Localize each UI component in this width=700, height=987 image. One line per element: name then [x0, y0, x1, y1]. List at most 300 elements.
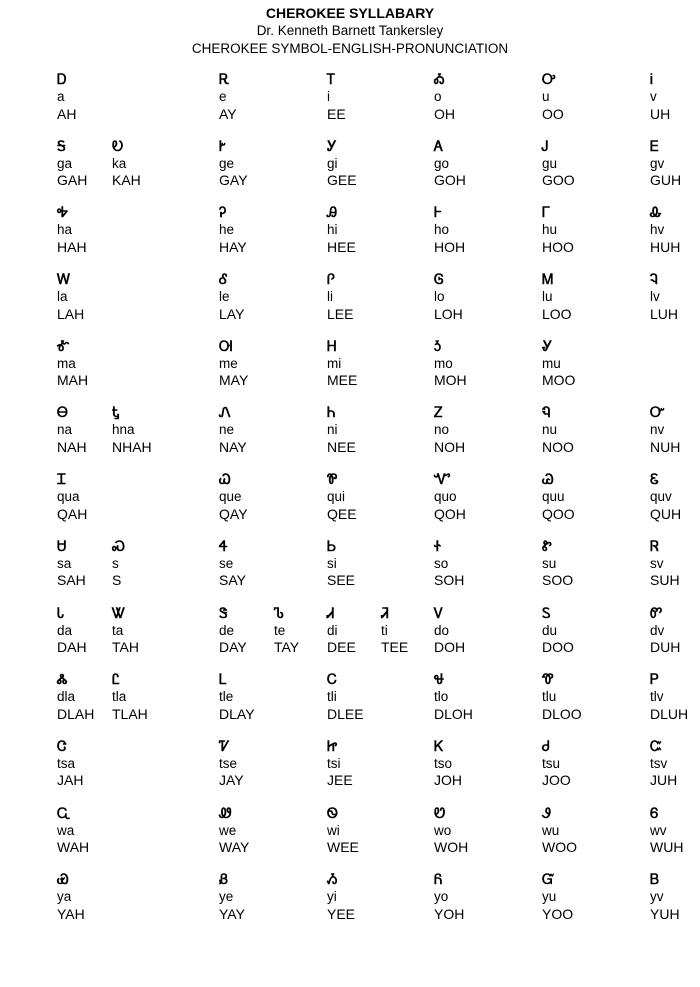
english-pronunciation: HAH: [57, 238, 87, 255]
latin-transliteration: do: [434, 622, 450, 638]
syllable-cell: [542, 205, 574, 255]
latin-transliteration: tle: [219, 689, 234, 705]
latin-transliteration: na: [57, 422, 73, 438]
syllable-cell: [327, 606, 356, 656]
english-pronunciation: SOO: [542, 572, 574, 589]
english-pronunciation: TEE: [381, 639, 409, 655]
latin-transliteration: me: [219, 355, 238, 371]
cherokee-symbol: Ꮸ: [650, 738, 663, 755]
syllable-cell: [219, 405, 247, 455]
syllable-cell: [650, 672, 688, 722]
cherokee-symbol: Ꮡ: [542, 538, 552, 555]
syllable-cell: [57, 672, 94, 722]
latin-transliteration: ho: [434, 222, 450, 238]
cherokee-symbol: Ꮃ: [57, 272, 71, 289]
english-pronunciation: NOH: [434, 438, 466, 455]
cherokee-symbol: Ꮩ: [434, 605, 444, 622]
english-pronunciation: GOH: [434, 172, 466, 189]
syllable-cell: [650, 139, 681, 189]
syllable-cell: [219, 339, 248, 389]
latin-transliteration: hu: [542, 222, 558, 238]
english-pronunciation: DLAH: [57, 705, 95, 722]
syllable-cell: [650, 872, 680, 922]
syllable-row: [0, 72, 700, 139]
english-pronunciation: WUH: [650, 839, 684, 856]
cherokee-symbol: Ꮄ: [219, 272, 228, 289]
syllable-cell: [327, 806, 359, 856]
syllable-cell: [327, 405, 356, 455]
english-pronunciation: OH: [434, 105, 455, 122]
document-author: Dr. Kenneth Barnett Tankersley: [256, 23, 444, 38]
english-pronunciation: LUH: [650, 305, 679, 322]
latin-transliteration: hv: [650, 222, 665, 238]
cherokee-symbol: Ꮮ: [219, 672, 227, 689]
cherokee-symbol: Ꮦ: [274, 605, 284, 622]
syllable-cell: [327, 872, 355, 922]
syllable-cell: [57, 272, 84, 322]
syllable-cell: [57, 872, 85, 922]
syllable-cell: [650, 405, 680, 455]
syllable-cell: [57, 205, 87, 255]
cherokee-symbol: Ꮍ: [542, 338, 553, 355]
syllable-cell: [219, 672, 255, 722]
english-pronunciation: NUH: [650, 438, 681, 455]
latin-transliteration: nu: [542, 422, 558, 438]
latin-transliteration: v: [650, 89, 657, 104]
cherokee-symbol: Ꮠ: [434, 538, 442, 555]
latin-transliteration: sa: [57, 555, 72, 571]
syllable-cell: [434, 339, 467, 389]
syllable-cell: [434, 205, 465, 255]
english-pronunciation: YOO: [542, 905, 574, 922]
latin-transliteration: ye: [219, 889, 234, 905]
cherokee-symbol: Ꮧ: [327, 605, 335, 622]
syllable-row: [0, 672, 700, 739]
english-pronunciation: TAH: [112, 639, 139, 655]
english-pronunciation: YAH: [57, 905, 85, 922]
cherokee-symbol: Ꮋ: [327, 338, 337, 355]
latin-transliteration: se: [219, 555, 234, 571]
english-pronunciation: GAH: [57, 172, 88, 189]
cherokee-symbol: Ꮫ: [650, 605, 663, 622]
english-pronunciation: DLUH: [650, 705, 689, 722]
english-pronunciation: NEE: [327, 438, 356, 455]
cherokee-symbol: Ꭿ: [327, 205, 338, 222]
english-pronunciation: MOH: [434, 372, 467, 389]
english-pronunciation: UH: [650, 105, 671, 122]
cherokee-symbol: Ꮞ: [219, 538, 228, 555]
syllable-cell: [542, 806, 577, 856]
latin-transliteration: le: [219, 289, 230, 305]
cherokee-symbol: Ꮺ: [219, 805, 232, 822]
english-pronunciation: QOO: [542, 505, 575, 522]
syllable-cell: [57, 472, 87, 522]
latin-transliteration: quo: [434, 489, 457, 505]
cherokee-symbol: Ꮆ: [434, 272, 444, 289]
english-pronunciation: GUH: [650, 172, 682, 189]
cherokee-symbol: Ꮳ: [57, 738, 67, 755]
cherokee-symbol: Ꮔ: [542, 405, 551, 422]
syllable-row: [0, 139, 700, 206]
latin-transliteration: mo: [434, 355, 453, 371]
syllable-cell: [542, 872, 573, 922]
latin-transliteration: que: [219, 489, 242, 505]
english-pronunciation: HOH: [434, 238, 466, 255]
cherokee-symbol: Ꮴ: [219, 738, 230, 755]
latin-transliteration: nv: [650, 422, 665, 438]
syllable-cell: [542, 72, 564, 122]
cherokee-symbol: Ꮂ: [650, 205, 662, 222]
document-header: [0, 4, 700, 58]
cherokee-symbol: Ꮁ: [542, 205, 551, 222]
latin-transliteration: e: [219, 89, 227, 104]
english-pronunciation: NHAH: [112, 438, 152, 455]
english-pronunciation: DEE: [327, 639, 356, 655]
english-pronunciation: LOH: [434, 305, 463, 322]
syllable-row: [0, 606, 700, 673]
latin-transliteration: o: [434, 89, 442, 104]
english-pronunciation: QOH: [434, 505, 466, 522]
latin-transliteration: lu: [542, 289, 553, 305]
syllable-cell: [434, 739, 462, 789]
latin-transliteration: i: [327, 89, 330, 104]
syllable-cell: [327, 672, 364, 722]
latin-transliteration: quv: [650, 489, 672, 505]
syllable-cell: [57, 539, 86, 589]
cherokee-symbol: Ꮵ: [327, 738, 338, 755]
cherokee-symbol: Ꮪ: [542, 605, 551, 622]
english-pronunciation: KAH: [112, 172, 141, 189]
syllable-row: [0, 806, 700, 873]
latin-transliteration: no: [434, 422, 450, 438]
syllabary-grid: [0, 72, 700, 939]
syllable-cell: [327, 539, 355, 589]
cherokee-symbol: Ꮖ: [57, 472, 67, 489]
syllable-row: [0, 205, 700, 272]
syllable-cell: [57, 339, 88, 389]
latin-transliteration: so: [434, 555, 449, 571]
syllable-cell: [219, 139, 248, 189]
cherokee-symbol: Ꭸ: [219, 138, 226, 155]
latin-transliteration: du: [542, 622, 558, 638]
cherokee-symbol: Ꮰ: [434, 672, 445, 689]
syllable-cell: [434, 405, 465, 455]
cherokee-symbol: Ꮼ: [434, 805, 446, 822]
english-pronunciation: TLAH: [112, 705, 148, 722]
cherokee-symbol: Ꮝ: [112, 538, 125, 555]
cherokee-symbol: Ꭳ: [434, 72, 445, 88]
english-pronunciation: SAY: [219, 572, 246, 589]
cherokee-symbol: Ꮽ: [542, 805, 551, 822]
syllable-cell: [327, 72, 346, 122]
english-pronunciation: NOO: [542, 438, 574, 455]
latin-transliteration: dla: [57, 689, 76, 705]
cherokee-symbol: Ꮜ: [57, 538, 67, 555]
syllable-row: [0, 739, 700, 806]
english-pronunciation: DOO: [542, 639, 574, 655]
english-pronunciation: EE: [327, 105, 346, 122]
english-pronunciation: AH: [57, 105, 77, 122]
syllable-cell: [112, 606, 139, 656]
english-pronunciation: WAH: [57, 839, 90, 856]
latin-transliteration: lv: [650, 289, 660, 305]
latin-transliteration: ga: [57, 155, 73, 171]
english-pronunciation: S: [112, 572, 122, 589]
latin-transliteration: yv: [650, 889, 664, 905]
cherokee-symbol: Ꮻ: [327, 805, 338, 822]
syllable-cell: [57, 72, 76, 122]
latin-transliteration: su: [542, 555, 557, 571]
latin-transliteration: tse: [219, 755, 238, 771]
syllable-cell: [434, 606, 465, 656]
english-pronunciation: LAY: [219, 305, 245, 322]
latin-transliteration: ne: [219, 422, 235, 438]
english-pronunciation: WOH: [434, 839, 469, 856]
english-pronunciation: SAH: [57, 572, 86, 589]
latin-transliteration: tlv: [650, 689, 664, 705]
latin-transliteration: wo: [434, 822, 452, 838]
cherokee-symbol: Ꭻ: [542, 138, 549, 155]
latin-transliteration: hna: [112, 422, 135, 438]
latin-transliteration: s: [112, 555, 119, 571]
english-pronunciation: SUH: [650, 572, 680, 589]
latin-transliteration: ha: [57, 222, 73, 238]
syllable-cell: [650, 205, 680, 255]
latin-transliteration: mu: [542, 355, 561, 371]
cherokee-symbol: Ꮣ: [57, 605, 65, 622]
cherokee-symbol: Ꮥ: [219, 605, 228, 622]
cherokee-symbol: Ꮚ: [542, 472, 554, 489]
latin-transliteration: qui: [327, 489, 346, 505]
syllable-cell: [219, 606, 247, 656]
english-pronunciation: JEE: [327, 772, 353, 789]
syllable-cell: [327, 205, 356, 255]
english-pronunciation: HEE: [327, 238, 356, 255]
cherokee-symbol: Ꮎ: [57, 405, 68, 422]
document-subtitle: CHEROKEE SYMBOL-ENGLISH-PRONUNCIATION: [191, 41, 509, 56]
syllable-cell: [542, 139, 575, 189]
cherokee-symbol: Ꭶ: [57, 138, 66, 155]
cherokee-symbol: Ꮑ: [219, 405, 231, 422]
syllable-cell: [650, 272, 678, 322]
cherokee-symbol: Ꭽ: [57, 205, 68, 222]
syllable-cell: [650, 72, 670, 122]
cherokee-symbol: Ꮒ: [327, 405, 336, 422]
english-pronunciation: YAY: [219, 905, 245, 922]
english-pronunciation: JUH: [650, 772, 678, 789]
cherokee-symbol: Ꮈ: [650, 272, 658, 289]
syllable-row: [0, 272, 700, 339]
english-pronunciation: NAY: [219, 438, 247, 455]
latin-transliteration: yo: [434, 889, 449, 905]
latin-transliteration: si: [327, 555, 337, 571]
syllable-cell: [434, 272, 463, 322]
latin-transliteration: hi: [327, 222, 338, 238]
latin-transliteration: ya: [57, 889, 72, 905]
english-pronunciation: NAH: [57, 438, 87, 455]
english-pronunciation: LOO: [542, 305, 572, 322]
syllable-cell: [219, 872, 245, 922]
cherokee-symbol: Ꮷ: [542, 738, 550, 755]
cherokee-symbol: Ꭱ: [219, 72, 230, 88]
syllable-cell: [112, 672, 148, 722]
syllable-cell: [219, 72, 237, 122]
syllable-cell: [57, 606, 87, 656]
syllable-cell: [650, 606, 680, 656]
document-title: CHEROKEE SYLLABARY: [265, 5, 435, 21]
syllable-cell: [542, 606, 574, 656]
latin-transliteration: ka: [112, 155, 127, 171]
english-pronunciation: DLOO: [542, 705, 582, 722]
cherokee-symbol: Ꮀ: [434, 205, 442, 222]
syllable-cell: [434, 139, 466, 189]
syllable-cell: [434, 806, 468, 856]
cherokee-symbol: Ꮿ: [57, 872, 69, 889]
syllable-cell: [57, 405, 87, 455]
latin-transliteration: tli: [327, 689, 337, 705]
latin-transliteration: wu: [542, 822, 560, 838]
cherokee-symbol: Ᏻ: [542, 872, 555, 889]
syllable-row: [0, 339, 700, 406]
english-pronunciation: SOH: [434, 572, 465, 589]
latin-transliteration: tla: [112, 689, 127, 705]
syllable-cell: [274, 606, 299, 656]
cherokee-symbol: Ꮟ: [327, 538, 337, 555]
syllable-cell: [434, 539, 464, 589]
latin-transliteration: ma: [57, 355, 76, 371]
syllable-cell: [434, 472, 466, 522]
latin-transliteration: gu: [542, 155, 558, 171]
cherokee-symbol: Ꭲ: [327, 72, 336, 88]
cherokee-symbol: Ᏺ: [434, 872, 443, 889]
cherokee-symbol: Ꭵ: [650, 72, 653, 88]
latin-transliteration: te: [274, 622, 286, 638]
cherokee-symbol: Ꮭ: [112, 672, 120, 689]
cherokee-symbol: Ꭰ: [57, 72, 67, 88]
syllable-cell: [542, 539, 573, 589]
english-pronunciation: JAY: [219, 772, 244, 789]
english-pronunciation: GEE: [327, 172, 357, 189]
english-pronunciation: DAY: [219, 639, 247, 655]
syllable-cell: [219, 272, 244, 322]
latin-transliteration: tlo: [434, 689, 449, 705]
english-pronunciation: DLOH: [434, 705, 473, 722]
syllable-cell: [219, 472, 248, 522]
syllable-cell: [327, 339, 357, 389]
english-pronunciation: WEE: [327, 839, 359, 856]
cherokee-symbol: Ꮯ: [327, 672, 337, 689]
syllable-cell: [112, 405, 152, 455]
english-pronunciation: DLAY: [219, 705, 255, 722]
cherokee-symbol: Ꭴ: [542, 72, 556, 88]
latin-transliteration: wa: [57, 822, 75, 838]
cherokee-symbol: Ꮙ: [434, 472, 451, 489]
latin-transliteration: la: [57, 289, 68, 305]
syllable-cell: [327, 272, 353, 322]
english-pronunciation: JOO: [542, 772, 571, 789]
cherokee-symbol: Ꮤ: [112, 605, 126, 622]
english-pronunciation: WOO: [542, 839, 577, 856]
syllable-cell: [434, 72, 455, 122]
english-pronunciation: DLEE: [327, 705, 364, 722]
english-pronunciation: TAY: [274, 639, 300, 655]
cherokee-symbol: Ꮏ: [112, 405, 120, 422]
latin-transliteration: li: [327, 289, 333, 305]
cherokee-symbol: Ᏼ: [650, 872, 660, 889]
cherokee-symbol: Ꮢ: [650, 538, 659, 555]
syllable-cell: [219, 205, 247, 255]
cherokee-symbol: Ꮾ: [650, 805, 659, 822]
cherokee-symbol: Ꮗ: [219, 472, 231, 489]
english-pronunciation: MEE: [327, 372, 358, 389]
syllable-row: [0, 405, 700, 472]
cherokee-symbol: Ꮛ: [650, 472, 659, 489]
cherokee-symbol: Ꮨ: [381, 605, 389, 622]
cherokee-symbol: Ꮹ: [57, 805, 71, 822]
english-pronunciation: QAH: [57, 505, 88, 522]
english-pronunciation: DAH: [57, 639, 87, 655]
latin-transliteration: wi: [327, 822, 340, 838]
english-pronunciation: HUH: [650, 238, 681, 255]
cherokee-symbol: Ꮶ: [434, 738, 444, 755]
latin-transliteration: tsi: [327, 755, 341, 771]
cherokee-symbol: Ᏸ: [219, 872, 229, 889]
cherokee-symbol: Ꭺ: [434, 138, 444, 155]
syllable-cell: [112, 539, 125, 589]
syllable-cell: [650, 472, 681, 522]
syllable-cell: [327, 472, 357, 522]
syllable-cell: [327, 139, 357, 189]
syllable-cell: [219, 739, 244, 789]
latin-transliteration: dv: [650, 622, 665, 638]
latin-transliteration: go: [434, 155, 450, 171]
cherokee-symbol: Ꮌ: [434, 338, 442, 355]
english-pronunciation: MAY: [219, 372, 249, 389]
latin-transliteration: gi: [327, 155, 338, 171]
cherokee-symbol: Ꮇ: [542, 272, 554, 289]
syllable-cell: [542, 272, 572, 322]
english-pronunciation: QUH: [650, 505, 682, 522]
latin-transliteration: ni: [327, 422, 338, 438]
english-pronunciation: MAH: [57, 372, 89, 389]
syllable-cell: [542, 672, 582, 722]
english-pronunciation: JOH: [434, 772, 462, 789]
english-pronunciation: DUH: [650, 639, 681, 655]
syllable-cell: [57, 139, 87, 189]
latin-transliteration: lo: [434, 289, 445, 305]
syllable-row: [0, 872, 700, 939]
latin-transliteration: ta: [112, 622, 124, 638]
latin-transliteration: tso: [434, 755, 453, 771]
english-pronunciation: MOO: [542, 372, 576, 389]
cherokee-symbol: Ꭹ: [327, 138, 337, 155]
english-pronunciation: AY: [219, 105, 237, 122]
syllable-cell: [327, 739, 353, 789]
syllable-cell: [650, 806, 683, 856]
latin-transliteration: a: [57, 89, 65, 104]
latin-transliteration: we: [219, 822, 237, 838]
syllable-cell: [650, 539, 680, 589]
english-pronunciation: YEE: [327, 905, 356, 922]
cherokee-symbol: Ꮅ: [327, 272, 335, 289]
cherokee-symbol: Ꭼ: [650, 138, 659, 155]
english-pronunciation: QAY: [219, 505, 248, 522]
cherokee-symbol: Ꮕ: [650, 405, 665, 422]
cherokee-symbol: Ꮲ: [650, 672, 659, 689]
english-pronunciation: LEE: [327, 305, 354, 322]
latin-transliteration: ge: [219, 155, 235, 171]
latin-transliteration: quu: [542, 489, 565, 505]
